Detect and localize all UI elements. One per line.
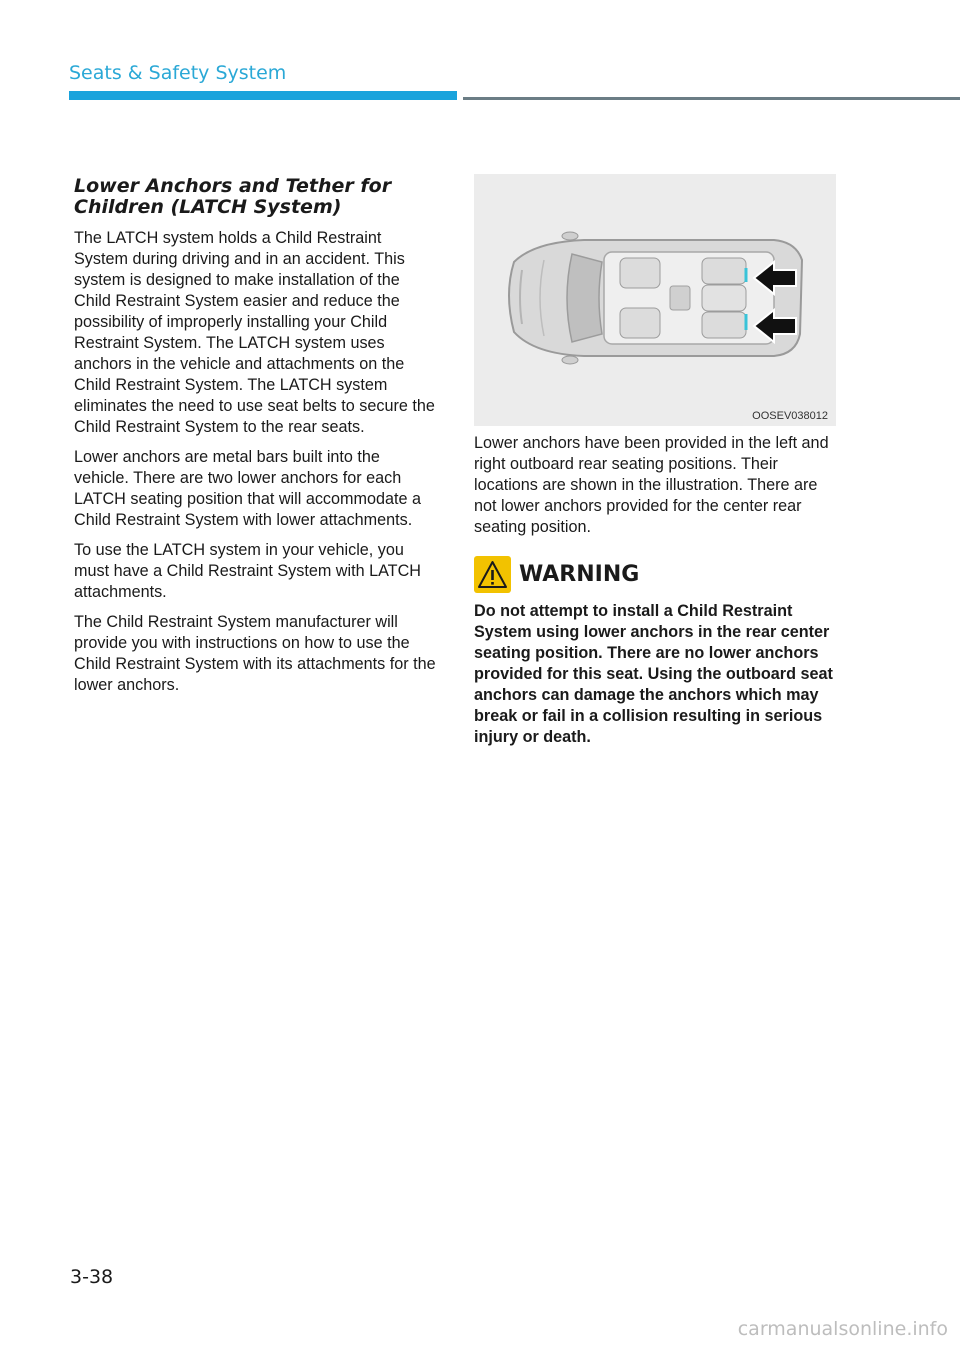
watermark: carmanualsonline.info <box>737 1318 948 1340</box>
paragraph: Lower anchors have been provided in the left and right outboard rear seating positions. Their locations are shown in the illustration. There are not lower anchors provided for the center rear seating position. <box>474 434 829 536</box>
page-number: 3-38 <box>70 1266 114 1288</box>
paragraph: To use the LATCH system in your vehicle, you must have a Child Restraint System with LATCH attachments. <box>74 541 421 601</box>
car-top-view-icon <box>474 174 836 426</box>
warning-icon <box>474 556 511 593</box>
paragraph: Lower anchors are metal bars built into the vehicle. There are two lower anchors for each LATCH seating position that will accommodate a Child Restraint System with lower attachments. <box>74 448 421 529</box>
subheading: Lower Anchors and Tether for Children (LATCH System) <box>74 175 392 218</box>
paragraph: The Child Restraint System manufacturer will provide you with instructions on how to use the Child Restraint System with its attachments for the lower anchors. <box>74 613 436 694</box>
figure-code: OOSEV038012 <box>752 410 828 422</box>
section-title: Seats & Safety System <box>69 62 287 84</box>
paragraph: The LATCH system holds a Child Restraint System during driving and in an accident. This system is designed to make installation of the Child Restraint System easier and reduce the possibility of improperly installing your Child Restraint System. The LATCH system uses anchors in the vehicle and attachments on the Child Restraint System. The LATCH system eliminates the need to use seat belts to secure the Child Restraint System to the rear seats. <box>74 229 435 436</box>
header-rule-grey <box>463 97 960 100</box>
header-rule-accent <box>69 91 457 100</box>
right-column <box>474 433 836 748</box>
warning-text: Do not attempt to install a Child Restraint System using lower anchors in the rear center seating position. There are no lower anchors provided for this seat. Using the outboard seat anchors can damage the anchors which may break or fail in a collision resulting in serious injury or death. <box>474 602 833 746</box>
vehicle-illustration <box>474 174 836 426</box>
warning-title: WARNING <box>519 562 640 587</box>
left-column <box>74 176 439 705</box>
warning-header <box>474 556 836 593</box>
